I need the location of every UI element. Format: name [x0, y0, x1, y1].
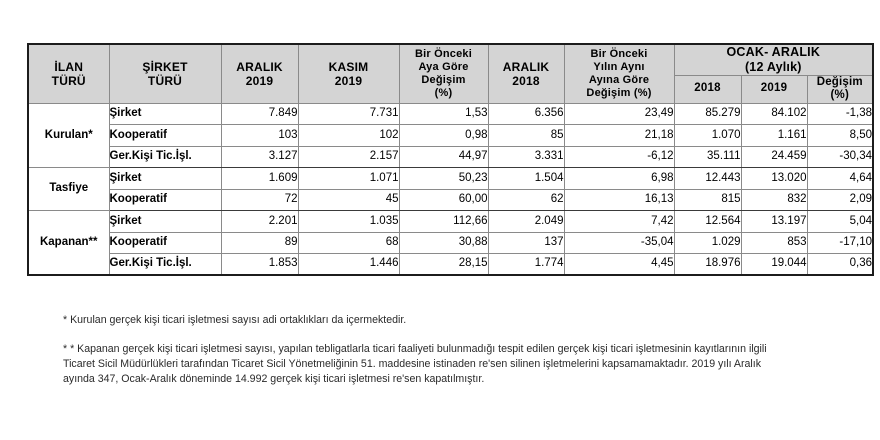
onceki-yil-degisim-cell: 4,45: [564, 254, 674, 276]
header-onceki-aya-gore-degisim: [399, 44, 488, 103]
sirket-turu-cell: Şirket: [109, 168, 221, 190]
header-onceki-ay-line1: Bir Önceki: [414, 47, 473, 60]
header-ocak-aralik-degisim-line2: (%): [830, 89, 850, 102]
row-group-label: Kapanan**: [28, 211, 109, 276]
footnote-2-line-3: ayında 347, Ocak-Aralık döneminde 14.992 gerçek kişi ticari işletmesi re'sen kapatılmıştır.: [63, 373, 485, 386]
aralik-2018-cell: 1.504: [488, 168, 564, 190]
header-sirket-turu: [109, 44, 221, 103]
header-kasim-2019: [298, 44, 399, 103]
company-statistics-table: [27, 43, 874, 276]
table-row: [28, 189, 873, 211]
onceki-ay-degisim-cell: 28,15: [399, 254, 488, 276]
header-onceki-yil-line2: Yılın Aynı: [593, 60, 645, 73]
header-ocak-aralik-line2: (12 Aylık): [744, 59, 802, 74]
onceki-ay-degisim-cell: 112,66: [399, 211, 488, 233]
table-row: [28, 146, 873, 168]
aralik-2018-cell: 137: [488, 232, 564, 254]
aralik-2018-cell: 3.331: [488, 146, 564, 168]
table-row: [28, 103, 873, 125]
aralik-2019-cell: 72: [221, 189, 298, 211]
table-row: [28, 254, 873, 276]
kasim-2019-cell: 68: [298, 232, 399, 254]
footnote-2: [63, 342, 863, 387]
onceki-yil-degisim-cell: -6,12: [564, 146, 674, 168]
aralik-2019-cell: 1.609: [221, 168, 298, 190]
header-ocak-aralik-degisim: [807, 75, 873, 103]
ocak-aralik-2018-cell: 1.070: [674, 125, 741, 147]
aralik-2018-cell: 2.049: [488, 211, 564, 233]
onceki-ay-degisim-cell: 50,23: [399, 168, 488, 190]
ocak-aralik-2019-cell: 19.044: [741, 254, 807, 276]
table-row: [28, 232, 873, 254]
table-body: [28, 103, 873, 275]
header-onceki-yil-ayni-ay-degisim: [564, 44, 674, 103]
header-kasim-2019-line2: 2019: [334, 73, 363, 88]
onceki-yil-degisim-cell: 23,49: [564, 103, 674, 125]
header-onceki-yil-line1: Bir Önceki: [590, 47, 648, 60]
header-aralik-2018: [488, 44, 564, 103]
aralik-2019-cell: 89: [221, 232, 298, 254]
onceki-ay-degisim-cell: 30,88: [399, 232, 488, 254]
kasim-2019-cell: 1.071: [298, 168, 399, 190]
header-sirket-turu-line2: TÜRÜ: [147, 73, 183, 88]
aralik-2019-cell: 1.853: [221, 254, 298, 276]
aralik-2018-cell: 62: [488, 189, 564, 211]
onceki-ay-degisim-cell: 1,53: [399, 103, 488, 125]
header-aralik-2019-line1: ARALIK: [236, 59, 283, 74]
ocak-aralik-2019-cell: 13.197: [741, 211, 807, 233]
kasim-2019-cell: 7.731: [298, 103, 399, 125]
header-ocak-aralik-2019: 2019: [741, 75, 807, 103]
header-aralik-2018-line1: ARALIK: [502, 59, 550, 74]
ocak-aralik-2019-cell: 1.161: [741, 125, 807, 147]
statistics-table-container: [27, 43, 872, 276]
header-onceki-ay-line4: (%): [434, 86, 453, 99]
header-row-primary: [28, 44, 873, 75]
kasim-2019-cell: 1.035: [298, 211, 399, 233]
ocak-aralik-2018-cell: 1.029: [674, 232, 741, 254]
header-ilan-turu-line2: TÜRÜ: [51, 73, 86, 88]
aralik-2019-cell: 2.201: [221, 211, 298, 233]
header-group-ocak-aralik: [674, 44, 873, 75]
ocak-aralik-2018-cell: 35.111: [674, 146, 741, 168]
header-onceki-ay-line3: Değişim: [421, 73, 466, 86]
ocak-aralik-degisim-cell: -17,10: [807, 232, 873, 254]
header-kasim-2019-line1: KASIM: [328, 59, 369, 74]
ocak-aralik-degisim-cell: 2,09: [807, 189, 873, 211]
ocak-aralik-degisim-cell: -30,34: [807, 146, 873, 168]
kasim-2019-cell: 1.446: [298, 254, 399, 276]
sirket-turu-cell: Ger.Kişi Tic.İşl.: [109, 146, 221, 168]
kasim-2019-cell: 102: [298, 125, 399, 147]
footnote-2-line-2: Ticaret Sicil Müdürlükleri tarafından Ticaret Sicil Yönetmeliğinin 51. maddesine istinaden re'sen silinen işletmelerini kapsamamaktadır. 2019 yılı Aralık: [63, 358, 762, 371]
table-header: [28, 44, 873, 103]
footnotes-section: [63, 313, 863, 387]
aralik-2019-cell: 3.127: [221, 146, 298, 168]
ocak-aralik-degisim-cell: 0,36: [807, 254, 873, 276]
ocak-aralik-degisim-cell: -1,38: [807, 103, 873, 125]
ocak-aralik-2018-cell: 85.279: [674, 103, 741, 125]
onceki-yil-degisim-cell: 16,13: [564, 189, 674, 211]
ocak-aralik-2018-cell: 12.564: [674, 211, 741, 233]
onceki-yil-degisim-cell: 6,98: [564, 168, 674, 190]
onceki-yil-degisim-cell: 21,18: [564, 125, 674, 147]
header-ocak-aralik-2018: 2018: [674, 75, 741, 103]
footnote-2-line-1: * * Kapanan gerçek kişi ticari işletmesi sayısı, yapılan tebligatlarla ticari faaliyeti bulunmadığı tespit edilen gerçek kişi ticari işletmesinin kayıtlarının ilgili: [63, 343, 767, 356]
onceki-ay-degisim-cell: 0,98: [399, 125, 488, 147]
aralik-2018-cell: 6.356: [488, 103, 564, 125]
sirket-turu-cell: Kooperatif: [109, 232, 221, 254]
ocak-aralik-degisim-cell: 4,64: [807, 168, 873, 190]
footnote-1: * Kurulan gerçek kişi ticari işletmesi sayısı adi ortaklıkları da içermektedir.: [63, 314, 407, 326]
onceki-yil-degisim-cell: 7,42: [564, 211, 674, 233]
sirket-turu-cell: Şirket: [109, 211, 221, 233]
kasim-2019-cell: 45: [298, 189, 399, 211]
sirket-turu-cell: Ger.Kişi Tic.İşl.: [109, 254, 221, 276]
table-row: [28, 211, 873, 233]
header-ocak-aralik-degisim-line1: Değişim: [816, 75, 863, 88]
header-onceki-ay-line2: Aya Göre: [418, 60, 469, 73]
ocak-aralik-2019-cell: 853: [741, 232, 807, 254]
header-aralik-2018-line2: 2018: [512, 73, 540, 88]
ocak-aralik-2019-cell: 24.459: [741, 146, 807, 168]
ocak-aralik-2018-cell: 18.976: [674, 254, 741, 276]
onceki-yil-degisim-cell: -35,04: [564, 232, 674, 254]
ocak-aralik-2019-cell: 13.020: [741, 168, 807, 190]
header-ocak-aralik-line1: OCAK- ARALIK: [726, 45, 821, 59]
sirket-turu-cell: Şirket: [109, 103, 221, 125]
header-onceki-yil-line4: Değişim (%): [586, 86, 652, 99]
ocak-aralik-degisim-cell: 8,50: [807, 125, 873, 147]
kasim-2019-cell: 2.157: [298, 146, 399, 168]
header-aralik-2019: [221, 44, 298, 103]
header-sirket-turu-line1: ŞİRKET: [142, 59, 188, 74]
row-group-label: Tasfiye: [28, 168, 109, 211]
row-group-label: Kurulan*: [28, 103, 109, 168]
header-aralik-2019-line2: 2019: [245, 73, 274, 88]
ocak-aralik-2018-cell: 12.443: [674, 168, 741, 190]
aralik-2019-cell: 7.849: [221, 103, 298, 125]
aralik-2018-cell: 85: [488, 125, 564, 147]
table-row: [28, 125, 873, 147]
onceki-ay-degisim-cell: 44,97: [399, 146, 488, 168]
header-ilan-turu-line1: İLAN: [54, 59, 84, 74]
ocak-aralik-2019-cell: 832: [741, 189, 807, 211]
table-row: [28, 168, 873, 190]
ocak-aralik-2019-cell: 84.102: [741, 103, 807, 125]
header-onceki-yil-line3: Ayına Göre: [588, 73, 650, 86]
header-ilan-turu: [28, 44, 109, 103]
aralik-2019-cell: 103: [221, 125, 298, 147]
sirket-turu-cell: Kooperatif: [109, 125, 221, 147]
onceki-ay-degisim-cell: 60,00: [399, 189, 488, 211]
ocak-aralik-2018-cell: 815: [674, 189, 741, 211]
sirket-turu-cell: Kooperatif: [109, 189, 221, 211]
aralik-2018-cell: 1.774: [488, 254, 564, 276]
ocak-aralik-degisim-cell: 5,04: [807, 211, 873, 233]
